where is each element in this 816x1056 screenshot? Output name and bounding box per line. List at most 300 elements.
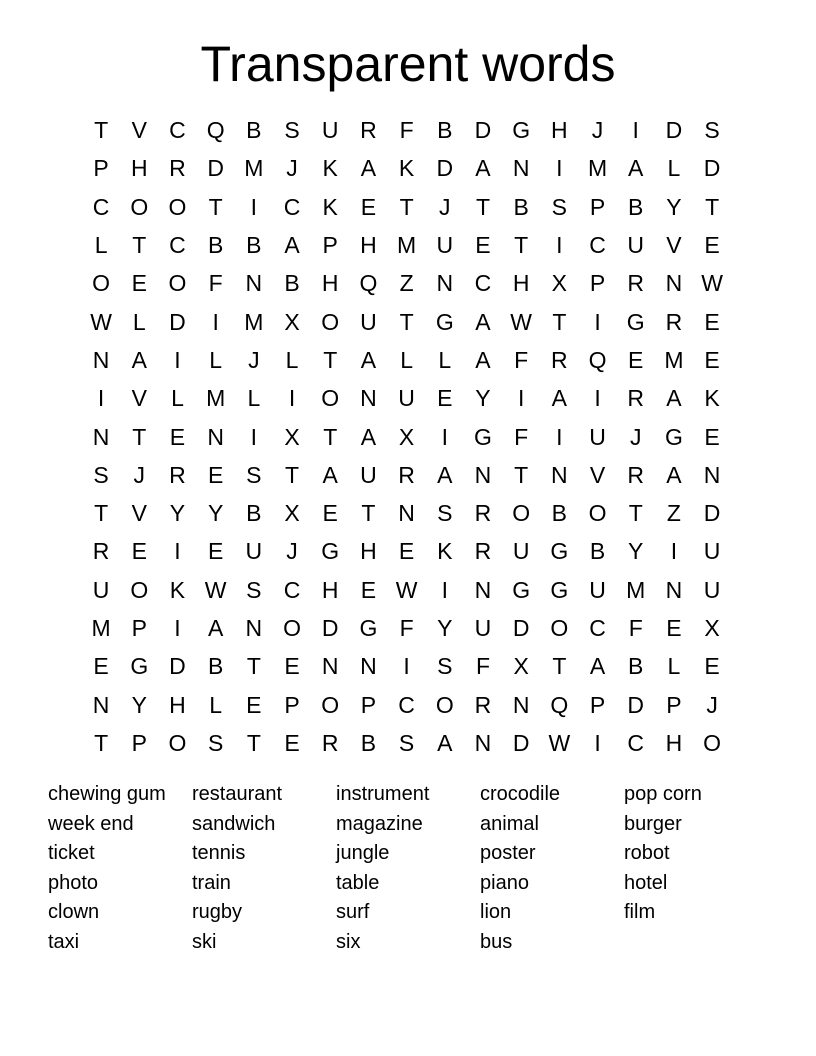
grid-letter[interactable]: S xyxy=(246,461,262,488)
grid-letter[interactable]: H xyxy=(321,270,339,297)
grid-letter[interactable]: D xyxy=(207,155,224,182)
grid-letter[interactable]: Y xyxy=(666,193,682,220)
grid-letter[interactable]: L xyxy=(438,346,452,373)
grid-letter[interactable]: N xyxy=(398,500,415,527)
grid-letter[interactable]: R xyxy=(474,691,492,718)
grid-letter[interactable]: R xyxy=(360,117,377,144)
grid-letter[interactable]: G xyxy=(474,423,492,450)
grid-letter[interactable]: U xyxy=(703,538,721,565)
grid-letter[interactable]: F xyxy=(399,117,414,144)
grid-letter[interactable]: C xyxy=(589,232,606,259)
grid-letter[interactable]: I xyxy=(212,308,219,335)
grid-letter[interactable]: U xyxy=(360,308,377,335)
grid-letter[interactable]: N xyxy=(665,270,683,297)
grid-letter[interactable]: E xyxy=(704,423,720,450)
grid-letter[interactable]: I xyxy=(288,385,296,412)
grid-letter[interactable]: F xyxy=(399,615,414,641)
grid-letter[interactable]: K xyxy=(398,155,415,182)
grid-letter[interactable]: B xyxy=(246,232,262,259)
grid-letter[interactable]: A xyxy=(207,615,224,641)
grid-letter[interactable]: L xyxy=(132,308,146,335)
grid-letter[interactable]: D xyxy=(627,691,645,718)
grid-letter[interactable]: T xyxy=(399,308,414,335)
grid-letter[interactable]: Q xyxy=(359,270,378,297)
grid-letter[interactable]: N xyxy=(92,423,110,450)
grid-letter[interactable]: N xyxy=(245,270,263,297)
grid-letter[interactable]: F xyxy=(514,346,529,373)
grid-letter[interactable]: O xyxy=(130,576,149,603)
grid-letter[interactable]: Y xyxy=(131,691,147,718)
grid-letter[interactable]: S xyxy=(93,461,109,488)
grid-letter[interactable]: R xyxy=(169,155,186,182)
grid-letter[interactable]: E xyxy=(169,423,186,450)
grid-letter[interactable]: P xyxy=(666,691,682,718)
grid-letter[interactable]: E xyxy=(666,615,682,641)
grid-letter[interactable]: A xyxy=(322,461,338,488)
grid-letter[interactable]: N xyxy=(512,155,530,182)
grid-letter[interactable]: I xyxy=(556,423,563,450)
grid-letter[interactable]: N xyxy=(665,576,683,603)
grid-letter[interactable]: F xyxy=(208,270,223,297)
grid-letter[interactable]: C xyxy=(283,193,301,220)
word-list-item: table xyxy=(336,871,380,894)
grid-letter[interactable]: O xyxy=(92,270,111,297)
grid-letter[interactable]: E xyxy=(93,653,109,680)
grid-letter[interactable]: I xyxy=(441,576,448,603)
grid-letter[interactable]: N xyxy=(512,691,530,718)
grid-letter[interactable]: I xyxy=(174,346,181,373)
grid-letter[interactable]: K xyxy=(322,193,338,220)
grid-letter[interactable]: U xyxy=(92,576,110,603)
grid-letter[interactable]: Y xyxy=(475,385,491,412)
grid-letter[interactable]: I xyxy=(594,308,601,335)
grid-letter[interactable]: R xyxy=(474,500,492,527)
grid-letter[interactable]: X xyxy=(398,423,415,450)
grid-letter[interactable]: D xyxy=(169,653,186,680)
grid-letter[interactable]: R xyxy=(665,308,683,335)
grid-letter[interactable]: D xyxy=(512,729,530,756)
grid-letter[interactable]: C xyxy=(627,729,645,756)
grid-letter[interactable]: N xyxy=(474,461,492,488)
grid-letter[interactable]: N xyxy=(92,346,110,373)
grid-letter[interactable]: H xyxy=(360,232,377,259)
grid-letter[interactable]: E xyxy=(207,461,224,488)
grid-letter[interactable]: M xyxy=(664,346,684,373)
grid-letter[interactable]: V xyxy=(131,117,147,144)
grid-letter[interactable]: T xyxy=(208,193,223,220)
grid-letter[interactable]: P xyxy=(284,691,300,718)
grid-letter[interactable]: T xyxy=(323,423,338,450)
grid-letter[interactable]: B xyxy=(589,538,606,565)
grid-letter[interactable]: D xyxy=(512,615,530,641)
grid-letter[interactable]: P xyxy=(322,232,338,259)
grid-letter[interactable]: G xyxy=(321,538,340,565)
grid-letter[interactable]: P xyxy=(131,615,147,641)
grid-letter[interactable]: T xyxy=(94,500,109,527)
grid-letter[interactable]: R xyxy=(169,461,186,488)
grid-letter[interactable]: S xyxy=(704,117,720,144)
grid-letter[interactable]: R xyxy=(627,385,645,412)
grid-letter[interactable]: I xyxy=(250,193,258,220)
grid-letter[interactable]: E xyxy=(131,538,147,565)
grid-letter[interactable]: D xyxy=(474,117,492,144)
grid-letter[interactable]: B xyxy=(246,117,262,144)
grid-letter[interactable]: A xyxy=(475,308,491,335)
grid-letter[interactable]: V xyxy=(131,385,147,412)
grid-letter[interactable]: I xyxy=(441,423,448,450)
grid-letter[interactable]: D xyxy=(665,117,683,144)
grid-letter[interactable]: U xyxy=(436,232,454,259)
grid-letter[interactable]: D xyxy=(321,615,339,641)
grid-row xyxy=(82,609,732,647)
grid-letter[interactable]: B xyxy=(207,653,224,680)
grid-letter[interactable]: A xyxy=(284,232,300,259)
grid-letter[interactable]: X xyxy=(551,270,568,297)
word-list-item: piano xyxy=(480,871,529,894)
grid-letter[interactable]: Z xyxy=(399,270,414,297)
grid-letter[interactable]: T xyxy=(94,729,109,756)
grid-letter[interactable]: E xyxy=(628,346,644,373)
grid-letter[interactable]: Y xyxy=(169,500,186,527)
grid-letter[interactable]: F xyxy=(514,423,529,450)
grid-letter[interactable]: L xyxy=(285,346,299,373)
grid-letter[interactable]: E xyxy=(704,653,720,680)
grid-letter[interactable]: P xyxy=(360,691,377,718)
grid-letter[interactable]: J xyxy=(629,423,642,450)
grid-letter[interactable]: X xyxy=(284,423,300,450)
grid-letter[interactable]: U xyxy=(703,576,721,603)
grid-letter[interactable]: L xyxy=(667,653,681,680)
word-list-item: tennis xyxy=(192,842,246,865)
grid-letter[interactable]: T xyxy=(246,653,261,680)
grid-letter[interactable]: I xyxy=(632,117,639,144)
grid-letter[interactable]: K xyxy=(169,576,186,603)
grid-letter[interactable]: P xyxy=(589,691,606,718)
grid-letter[interactable]: R xyxy=(627,270,645,297)
grid-letter[interactable]: M xyxy=(91,615,111,641)
grid-letter[interactable]: G xyxy=(626,308,645,335)
grid-letter[interactable]: C xyxy=(92,193,110,220)
grid-letter[interactable]: L xyxy=(171,385,184,412)
grid-letter[interactable]: T xyxy=(132,423,147,450)
grid-letter[interactable]: X xyxy=(284,500,300,527)
grid-letter[interactable]: N xyxy=(207,423,224,450)
word-list-column xyxy=(624,780,768,958)
grid-letter[interactable]: U xyxy=(589,576,606,603)
grid-letter[interactable]: C xyxy=(169,232,186,259)
grid-letter[interactable]: V xyxy=(589,461,606,488)
grid-letter[interactable]: B xyxy=(246,500,262,527)
grid-letter[interactable]: T xyxy=(628,500,643,527)
grid-letter[interactable]: O xyxy=(703,729,722,756)
grid-letter[interactable]: J xyxy=(286,155,298,182)
grid-letter[interactable]: E xyxy=(131,270,147,297)
grid-letter[interactable]: K xyxy=(437,538,453,565)
grid-letter[interactable]: P xyxy=(93,155,109,182)
grid-letter[interactable]: T xyxy=(285,461,300,488)
grid-letter[interactable]: N xyxy=(551,461,568,488)
grid-letter[interactable]: W xyxy=(548,729,571,756)
grid-letter[interactable]: I xyxy=(250,423,258,450)
grid-letter[interactable]: I xyxy=(594,729,601,756)
grid-letter[interactable]: M xyxy=(206,385,226,412)
grid-letter[interactable]: L xyxy=(667,155,681,182)
grid-letter[interactable]: H xyxy=(130,155,148,182)
grid-letter[interactable]: E xyxy=(398,538,415,565)
grid-letter[interactable]: S xyxy=(246,576,262,603)
grid-letter[interactable]: G xyxy=(512,117,531,144)
grid-letter[interactable]: B xyxy=(284,270,300,297)
grid-letter[interactable]: Q xyxy=(206,117,225,144)
grid-letter[interactable]: U xyxy=(360,461,377,488)
grid-letter[interactable]: Y xyxy=(207,500,224,527)
grid-letter[interactable]: N xyxy=(703,461,721,488)
grid-letter[interactable]: R xyxy=(627,461,645,488)
grid-letter[interactable]: O xyxy=(512,500,531,527)
grid-letter[interactable]: T xyxy=(94,117,109,144)
grid-letter[interactable]: N xyxy=(245,615,263,641)
grid-letter[interactable]: A xyxy=(360,423,377,450)
grid-letter[interactable]: X xyxy=(284,308,300,335)
grid-letter[interactable]: B xyxy=(513,193,529,220)
grid-letter[interactable]: G xyxy=(359,615,378,641)
grid-letter[interactable]: O xyxy=(168,193,187,220)
grid-letter[interactable]: E xyxy=(284,729,300,756)
word-list-item: taxi xyxy=(48,930,80,953)
grid-letter[interactable]: E xyxy=(437,385,453,412)
grid-letter[interactable]: U xyxy=(512,538,530,565)
grid-letter[interactable]: R xyxy=(551,346,568,373)
grid-letter[interactable]: A xyxy=(589,653,606,680)
grid-letter[interactable]: A xyxy=(551,385,568,412)
grid-letter[interactable]: W xyxy=(90,308,112,335)
grid-letter[interactable]: N xyxy=(474,576,492,603)
grid-letter[interactable]: A xyxy=(360,346,377,373)
grid-letter[interactable]: T xyxy=(514,232,529,259)
grid-letter[interactable]: E xyxy=(360,576,377,603)
grid-letter[interactable]: S xyxy=(398,729,415,756)
grid-letter[interactable]: T xyxy=(514,461,529,488)
grid-letter[interactable]: J xyxy=(706,691,718,718)
grid-row xyxy=(82,532,732,570)
grid-letter[interactable]: H xyxy=(512,270,530,297)
grid-letter[interactable]: O xyxy=(168,270,187,297)
grid-letter[interactable]: T xyxy=(361,500,376,527)
grid-letter[interactable]: Y xyxy=(437,615,453,641)
grid-letter[interactable]: I xyxy=(517,385,525,412)
grid-letter[interactable]: H xyxy=(321,576,339,603)
grid-letter[interactable]: A xyxy=(437,461,453,488)
grid-letter[interactable]: D xyxy=(169,308,186,335)
grid-letter[interactable]: B xyxy=(360,729,377,756)
grid-letter[interactable]: E xyxy=(284,653,300,680)
grid-letter[interactable]: E xyxy=(322,500,338,527)
word-list-item: lion xyxy=(480,901,512,924)
grid-letter[interactable]: T xyxy=(552,653,567,680)
grid-letter[interactable]: E xyxy=(704,232,720,259)
grid-letter[interactable]: Q xyxy=(550,691,569,718)
grid-letter[interactable]: N xyxy=(321,653,339,680)
grid-letter[interactable]: I xyxy=(556,232,563,259)
grid-letter[interactable]: J xyxy=(591,117,604,144)
grid-letter[interactable]: K xyxy=(322,155,338,182)
grid-letter[interactable]: H xyxy=(169,691,186,718)
grid-letter[interactable]: O xyxy=(321,691,340,718)
grid-letter[interactable]: C xyxy=(283,576,301,603)
grid-letter[interactable]: G xyxy=(550,576,569,603)
grid-letter[interactable]: E xyxy=(704,308,720,335)
grid-letter[interactable]: E xyxy=(704,346,720,373)
grid-letter[interactable]: L xyxy=(209,346,223,373)
grid-letter[interactable]: A xyxy=(475,155,491,182)
grid-letter[interactable]: R xyxy=(321,729,339,756)
grid-letter[interactable]: F xyxy=(628,615,643,641)
grid-letter[interactable]: V xyxy=(666,232,682,259)
word-list-item: photo xyxy=(48,871,99,894)
grid-letter[interactable]: A xyxy=(131,346,147,373)
grid-letter[interactable]: L xyxy=(94,232,108,259)
grid-letter[interactable]: G xyxy=(550,538,569,565)
grid-letter[interactable]: W xyxy=(395,576,418,603)
grid-letter[interactable]: I xyxy=(556,155,563,182)
grid-letter[interactable]: A xyxy=(437,729,453,756)
grid-letter[interactable]: T xyxy=(705,193,720,220)
grid-letter[interactable]: W xyxy=(204,576,227,603)
grid-letter[interactable]: U xyxy=(627,232,645,259)
grid-letter[interactable]: I xyxy=(594,385,601,412)
grid-letter[interactable]: G xyxy=(512,576,531,603)
grid-letter[interactable]: D xyxy=(703,155,721,182)
grid-letter[interactable]: E xyxy=(207,538,224,565)
grid-letter[interactable]: H xyxy=(665,729,683,756)
grid-letter[interactable]: E xyxy=(360,193,377,220)
grid-letter[interactable]: I xyxy=(403,653,410,680)
grid-letter[interactable]: H xyxy=(360,538,377,565)
grid-letter[interactable]: B xyxy=(551,500,568,527)
grid-letter[interactable]: U xyxy=(245,538,263,565)
grid-letter[interactable]: M xyxy=(626,576,646,603)
grid-letter[interactable]: I xyxy=(174,615,181,641)
grid-letter[interactable]: Q xyxy=(588,346,607,373)
grid-letter[interactable]: T xyxy=(399,193,414,220)
grid-letter[interactable]: M xyxy=(244,308,264,335)
grid-letter[interactable]: C xyxy=(474,270,492,297)
grid-letter[interactable]: O xyxy=(130,193,149,220)
grid-letter[interactable]: A xyxy=(628,155,644,182)
grid-letter[interactable]: J xyxy=(286,538,298,565)
word-list-item: hotel xyxy=(624,871,668,894)
grid-letter[interactable]: N xyxy=(92,691,110,718)
grid-letter[interactable]: G xyxy=(435,308,454,335)
grid-letter[interactable]: G xyxy=(130,653,149,680)
grid-letter[interactable]: P xyxy=(589,270,606,297)
grid-letter[interactable]: E xyxy=(246,691,262,718)
grid-letter[interactable]: I xyxy=(670,538,678,565)
grid-letter[interactable]: H xyxy=(551,117,568,144)
grid-letter[interactable]: T xyxy=(246,729,261,756)
grid-letter[interactable]: S xyxy=(284,117,300,144)
grid-letter[interactable]: T xyxy=(552,308,567,335)
grid-letter[interactable]: A xyxy=(666,461,682,488)
grid-letter[interactable]: B xyxy=(628,193,644,220)
grid-letter[interactable]: B xyxy=(207,232,224,259)
grid-letter[interactable]: U xyxy=(398,385,415,412)
grid-letter[interactable]: M xyxy=(397,232,417,259)
grid-letter[interactable]: M xyxy=(587,155,608,182)
grid-letter[interactable]: C xyxy=(589,615,606,641)
grid-letter[interactable]: J xyxy=(248,346,260,373)
word-list-item: sandwich xyxy=(192,812,276,835)
grid-letter[interactable]: Z xyxy=(666,500,681,527)
grid-letter[interactable]: G xyxy=(664,423,683,450)
grid-letter[interactable]: U xyxy=(589,423,606,450)
grid-letter[interactable]: M xyxy=(244,155,264,182)
grid-letter[interactable]: P xyxy=(589,193,606,220)
grid-letter[interactable]: N xyxy=(436,270,454,297)
grid-letter[interactable]: T xyxy=(475,193,490,220)
grid-letter[interactable]: J xyxy=(439,193,451,220)
grid-letter[interactable]: T xyxy=(323,346,338,373)
grid-letter[interactable]: I xyxy=(174,538,181,565)
grid-letter[interactable]: S xyxy=(207,729,224,756)
grid-letter[interactable]: O xyxy=(321,308,340,335)
grid-letter[interactable]: A xyxy=(475,346,491,373)
grid-letter[interactable]: B xyxy=(437,117,453,144)
grid-letter[interactable]: N xyxy=(474,729,492,756)
grid-letter[interactable]: T xyxy=(132,232,147,259)
grid-letter[interactable]: W xyxy=(510,308,533,335)
grid-letter[interactable]: D xyxy=(436,155,454,182)
grid-letter[interactable]: C xyxy=(169,117,186,144)
grid-letter[interactable]: I xyxy=(97,385,105,412)
grid-letter[interactable]: P xyxy=(131,729,147,756)
grid-letter[interactable]: O xyxy=(588,500,607,527)
grid-letter[interactable]: O xyxy=(321,385,340,412)
grid-letter[interactable]: O xyxy=(168,729,187,756)
grid-letter[interactable]: O xyxy=(435,691,454,718)
grid-letter[interactable]: S xyxy=(551,193,568,220)
grid-letter[interactable]: X xyxy=(704,615,720,641)
grid-letter[interactable]: S xyxy=(437,653,453,680)
grid-letter[interactable]: Y xyxy=(628,538,644,565)
grid-letter[interactable]: A xyxy=(666,385,682,412)
grid-letter[interactable]: D xyxy=(703,500,721,527)
grid-letter[interactable]: C xyxy=(398,691,415,718)
grid-letter[interactable]: B xyxy=(628,653,644,680)
grid-letter[interactable]: L xyxy=(400,346,413,373)
grid-letter[interactable]: N xyxy=(360,385,377,412)
grid-letter[interactable]: U xyxy=(474,615,492,641)
grid-letter[interactable]: N xyxy=(360,653,377,680)
grid-letter[interactable]: S xyxy=(437,500,453,527)
grid-letter[interactable]: X xyxy=(513,653,529,680)
grid-letter[interactable]: L xyxy=(209,691,223,718)
grid-letter[interactable]: W xyxy=(701,270,723,297)
grid-letter[interactable]: R xyxy=(474,538,492,565)
grid-letter[interactable]: K xyxy=(704,385,720,412)
grid-letter[interactable]: E xyxy=(475,232,491,259)
grid-letter[interactable]: L xyxy=(247,385,261,412)
grid-letter[interactable]: R xyxy=(398,461,415,488)
grid-letter[interactable]: J xyxy=(133,461,146,488)
grid-letter[interactable]: A xyxy=(360,155,377,182)
grid-letter[interactable]: U xyxy=(321,117,339,144)
grid-letter[interactable]: O xyxy=(550,615,569,641)
grid-letter[interactable]: V xyxy=(131,500,147,527)
grid-letter[interactable]: F xyxy=(475,653,490,680)
grid-letter[interactable]: O xyxy=(283,615,301,641)
grid-letter[interactable]: R xyxy=(92,538,110,565)
